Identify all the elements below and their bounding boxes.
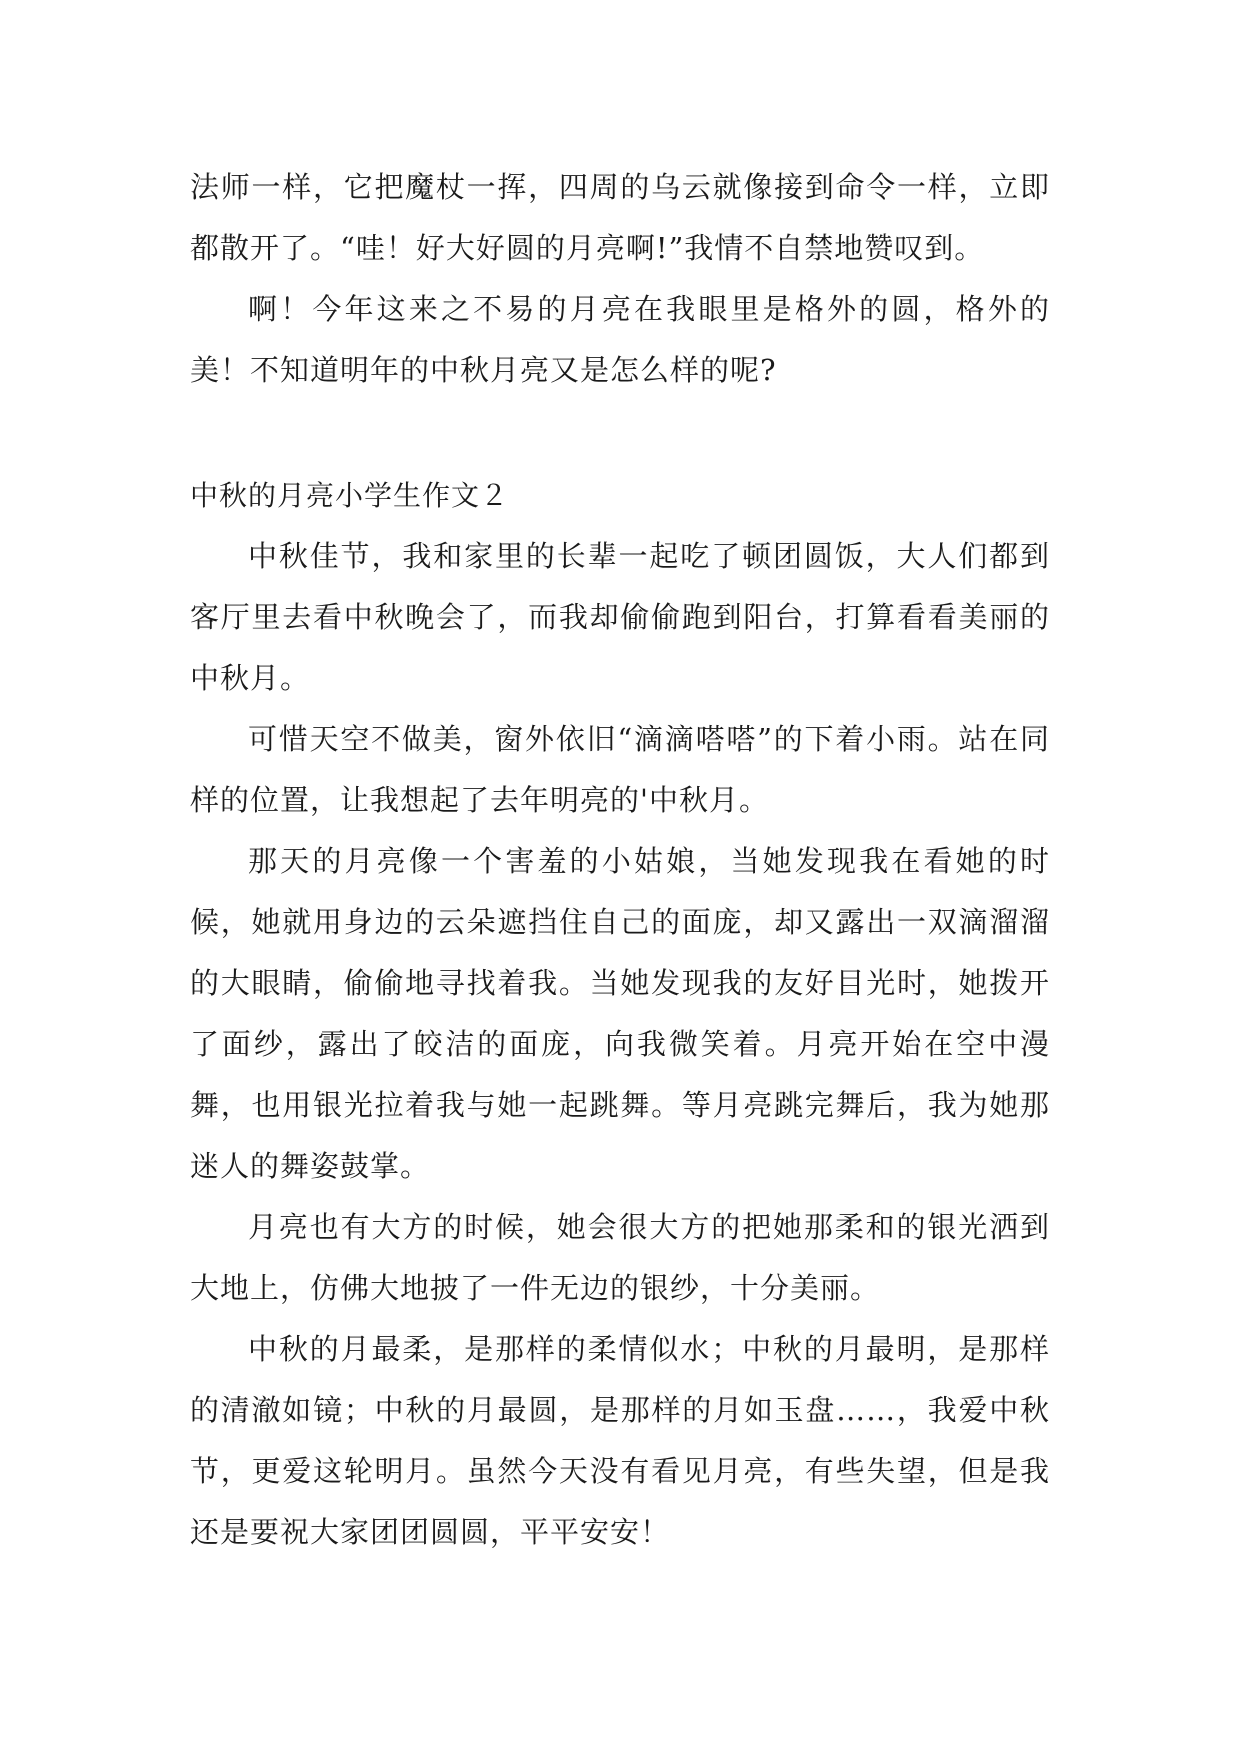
paragraph: 那天的月亮像一个害羞的小姑娘，当她发现我在看她的时候，她就用身边的云朵遮挡住自己的面庞，却又露出一双滴溜溜的大眼睛，偷偷地寻找着我。当她发现我的友好目光时，她拨开了面纱，露出了皎洁的面庞，向我微笑着。月亮开始在空中漫舞，也用银光拉着我与她一起跳舞。等月亮跳完舞后，我为她那迷人的舞姿鼓掌。: [190, 844, 1050, 1183]
paragraph: 中秋的月最柔，是那样的柔情似水；中秋的月最明，是那样的清澈如镜；中秋的月最圆，是那样的月如玉盘……，我爱中秋节，更爱这轮明月。虽然今天没有看见月亮，有些失望，但是我还是要祝大家团团圆圆，平平安安！: [190, 1332, 1050, 1549]
paragraph: 中秋佳节，我和家里的长辈一起吃了顿团圆饭，大人们都到客厅里去看中秋晚会了，而我却偷偷跑到阳台，打算看看美丽的中秋月。: [190, 539, 1050, 695]
document-body: [190, 157, 1050, 1563]
essay-title: 中秋的月亮小学生作文２: [190, 479, 510, 512]
paragraph: 可惜天空不做美，窗外依旧“滴滴嗒嗒”的下着小雨。站在同样的位置，让我想起了去年明亮的'中秋月。: [190, 722, 1050, 817]
paragraph-continued: 法师一样，它把魔杖一挥，四周的乌云就像接到命令一样，立即都散开了。“哇！好大好圆的月亮啊!”我情不自禁地赞叹到。: [190, 170, 1050, 265]
paragraph: 啊！今年这来之不易的月亮在我眼里是格外的圆，格外的美！不知道明年的中秋月亮又是怎么样的呢?: [190, 292, 1050, 387]
paragraph: 月亮也有大方的时候，她会很大方的把她那柔和的银光洒到大地上，仿佛大地披了一件无边的银纱，十分美丽。: [190, 1210, 1050, 1305]
